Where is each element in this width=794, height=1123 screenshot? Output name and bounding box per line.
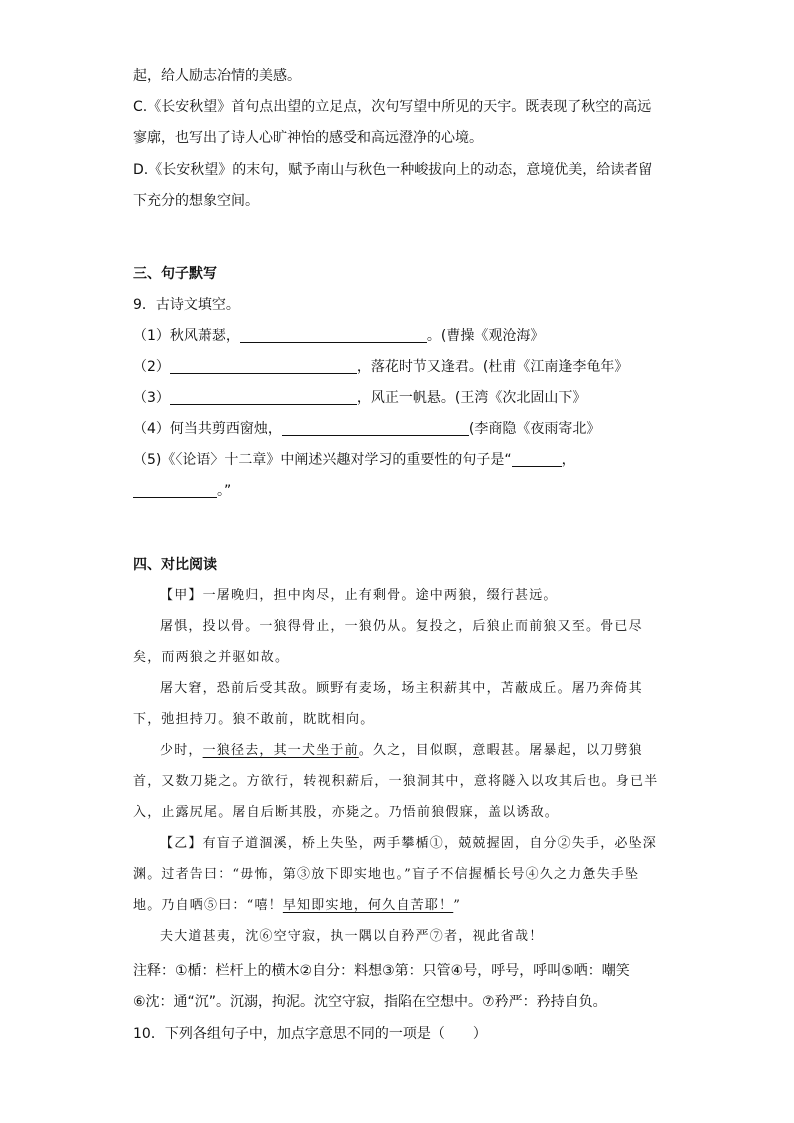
fill-item-2 bbox=[133, 358, 628, 376]
fill-item-4-source: (李商隐《夜雨寄北》 bbox=[468, 421, 601, 437]
passage-jia-p4b: 首，又数刀毙之。方欲行，转视积薪后，一狼洞其中，意将隧入以攻其后也。身已半 bbox=[133, 774, 659, 789]
fill-item-1-source: 。(曹操《观沧海》 bbox=[426, 328, 545, 344]
fill-item-4-prefix: （4）何当共剪西窗烛， bbox=[133, 421, 282, 437]
passage-jia-p2b: 矣，而两狼之并驱如故。 bbox=[133, 650, 290, 665]
option-c-line2: 寥廓，也写出了诗人心旷神怡的感受和高远澄净的心境。 bbox=[133, 130, 483, 146]
passage-jia-p4a bbox=[160, 742, 643, 760]
fill-item-3-source: ，风正一帆悬。(王湾《次北固山下》 bbox=[356, 390, 587, 406]
fill-item-5-text: （5)《〈论语〉十二章》中阐述兴趣对学习的重要性的句子是“ bbox=[133, 452, 512, 468]
section-3-title: 三、句子默写 bbox=[133, 266, 217, 282]
annotation-line-2: ⑥沈：通“沉”。沉溺，拘泥。沈空守寂，指陷在空想中。⑦矜严：矜持自负。 bbox=[133, 994, 607, 1010]
passage-yi-p5c-post: ” bbox=[453, 898, 462, 913]
passage-jia-p1: 【甲】一屠晚归，担中肉尽，止有剩骨。途中两狼，缀行甚远。 bbox=[160, 588, 558, 603]
passage-yi-p5b: 渊。过者告曰：“毋怖，第③放下即实地也。”盲子不信握楯长号④久之力惫失手坠 bbox=[133, 867, 640, 882]
fill-item-3 bbox=[133, 389, 586, 407]
fill-item-1-prefix: （1）秋风萧瑟， bbox=[133, 328, 240, 344]
option-d-line2: 下充分的想象空间。 bbox=[133, 193, 259, 209]
fill-blank-5a[interactable] bbox=[512, 452, 562, 467]
annotation-line-1: 注释：①楯：栏杆上的横木②自分：料想③第：只管④号，呼号，呼叫⑤哂：嘲笑 bbox=[133, 963, 630, 979]
fill-item-4 bbox=[133, 420, 600, 438]
question-9: 9．古诗文填空。 bbox=[133, 297, 240, 313]
fill-item-2-source: ，落花时节又逢君。(杜甫《江南逢李龟年》 bbox=[356, 359, 629, 375]
option-b-end: 起，给人励志冶情的美感。 bbox=[133, 68, 301, 84]
fill-item-5 bbox=[133, 451, 576, 469]
fill-item-2-prefix: （2） bbox=[133, 359, 170, 375]
option-d-line1: D.《长安秋望》的末句，赋予南山与秋色一种峻拔向上的动态，意境优美，给读者留 bbox=[133, 162, 653, 178]
fill-blank-3[interactable] bbox=[170, 390, 357, 405]
passage-jia-p3a: 屠大窘，恐前后受其敌。顾野有麦场，场主积薪其中，苫蔽成丘。屠乃奔倚其 bbox=[160, 681, 643, 696]
underlined-sentence-yi: 早知即实地，何久自苦耶！ bbox=[282, 898, 454, 913]
section-4-title: 四、对比阅读 bbox=[133, 557, 217, 573]
passage-yi-p5a: 【乙】有盲子道涸溪，桥上失坠，两手攀楯①，兢兢握固，自分②失手，必坠深 bbox=[160, 836, 658, 851]
option-c-line1: C.《长安秋望》首句点出望的立足点，次句写望中所见的天宇。既表现了秋空的高远 bbox=[133, 99, 652, 115]
passage-jia-p4a-pre: 少时， bbox=[160, 743, 203, 758]
fill-blank-4[interactable] bbox=[282, 421, 469, 436]
passage-yi-p5c bbox=[133, 897, 461, 915]
passage-yi-p6: 夫大道甚夷，沈⑥空守寂，执一隅以自矜严⑦者，视此省哉！ bbox=[160, 929, 544, 944]
passage-jia-p3b: 下，弛担持刀。狼不敢前，眈眈相向。 bbox=[133, 712, 375, 727]
fill-item-1 bbox=[133, 327, 544, 345]
question-10: 10．下列各组句子中，加点字意思不同的一项是（ ） bbox=[133, 1026, 487, 1042]
passage-jia-p2a: 屠惧，投以骨。一狼得骨止，一狼仍从。复投之，后狼止而前狼又至。骨已尽 bbox=[160, 619, 643, 634]
fill-blank-5b[interactable] bbox=[133, 483, 217, 498]
fill-item-5-comma: ， bbox=[561, 452, 576, 468]
passage-jia-p4c: 入，止露尻尾。屠自后断其股，亦毙之。乃悟前狼假寐，盖以诱敌。 bbox=[133, 805, 560, 820]
underlined-sentence-jia: 一狼径去，其一犬坐于前 bbox=[202, 743, 359, 758]
passage-yi-p5c-pre: 地。乃自哂⑤曰：“嘻！ bbox=[133, 898, 283, 913]
passage-jia-p4a-post: 。久之，目似瞑，意暇甚。屠暴起，以刀劈狼 bbox=[358, 743, 643, 758]
fill-item-5-end: 。” bbox=[217, 483, 232, 499]
fill-blank-1[interactable] bbox=[240, 328, 427, 343]
fill-blank-2[interactable] bbox=[170, 359, 357, 374]
fill-item-3-prefix: （3） bbox=[133, 390, 170, 406]
fill-item-5-cont bbox=[133, 482, 231, 500]
